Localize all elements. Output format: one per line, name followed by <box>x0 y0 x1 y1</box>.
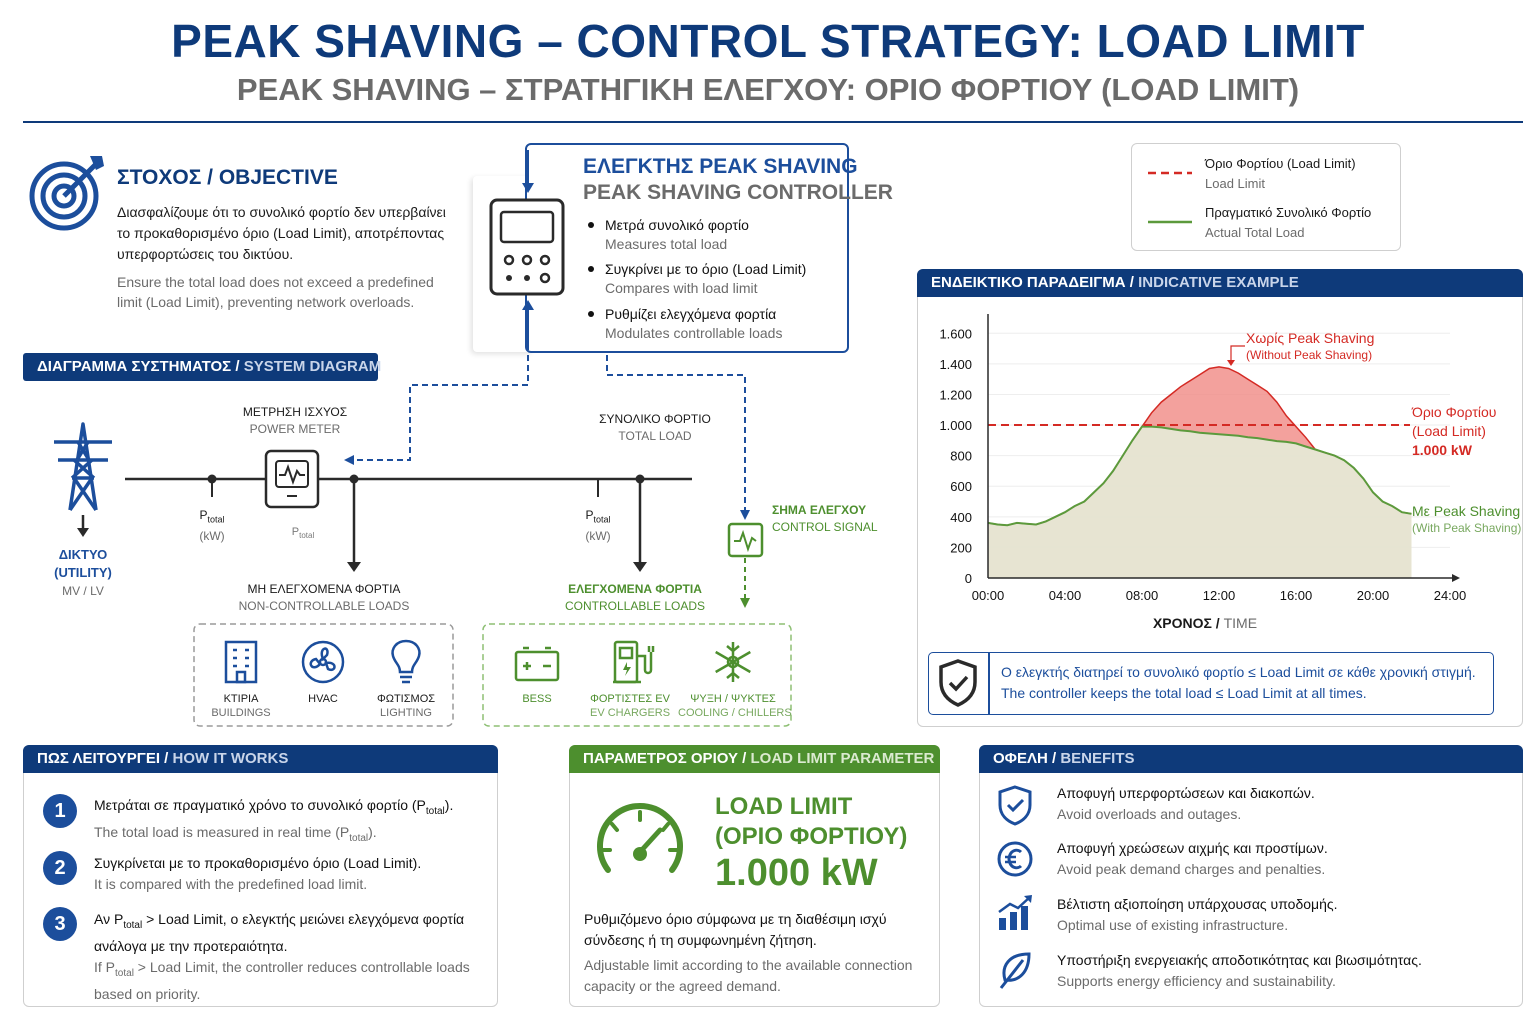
lightbulb-icon <box>388 638 424 686</box>
benefit-item <box>1057 783 1517 825</box>
utility-voltage-label: MV / LV <box>62 584 104 598</box>
example-header: ΕΝΔΕΙΚΤΙΚΟ ΠΑΡΑΔΕΙΓΜΑ / INDICATIVE EXAMPLE <box>917 269 1523 297</box>
step-text-el: Συγκρίνεται με το προκαθορισμένο όριο (Load Limit). <box>94 855 422 871</box>
legend-limit-en: Load Limit <box>1205 176 1265 191</box>
example-note-en: The controller keeps the total load ≤ Load Limit at all times. <box>1001 685 1367 701</box>
load-caption-el: ΦΟΡΤΙΣΤΕΣ EV <box>590 693 670 705</box>
page-title: PEAK SHAVING – CONTROL STRATEGY: LOAD LIMIT <box>171 15 1365 67</box>
controller-title-en: PEAK SHAVING CONTROLLER <box>583 181 893 204</box>
controller-item-en: Compares with load limit <box>605 280 758 296</box>
load-caption-hvac <box>292 692 354 706</box>
parameter-header: ΠΑΡΑΜΕΤΡΟΣ ΟΡΙΟΥ / LOAD LIMIT PARAMETER <box>569 745 940 773</box>
y-tick-label: 600 <box>950 479 972 495</box>
benefit-text-el: Αποφυγή υπερφορτώσεων και διακοπών. <box>1057 785 1315 801</box>
power-meter-label <box>230 404 360 438</box>
parameter-value: 1.000 kW <box>715 852 878 894</box>
load-caption-el: ΨΥΞΗ / ΨΥΚΤΕΣ <box>690 693 776 705</box>
benefit-text-en: Avoid overloads and outages. <box>1057 806 1242 822</box>
annotation-limit-en: (Load Limit) <box>1412 423 1486 439</box>
load-caption-en: BUILDINGS <box>211 707 271 719</box>
shield-check-icon <box>996 784 1034 826</box>
step-text-part: ). <box>444 797 454 813</box>
system-diagram-header: ΔΙΑΓΡΑΜΜΑ ΣΥΣΤΗΜΑΤΟΣ / SYSTEM DIAGRAM <box>23 353 378 381</box>
leaf-icon <box>997 950 1033 990</box>
fan-icon <box>300 639 346 685</box>
controller-title-el: ΕΛΕΓΚΤΗΣ PEAK SHAVING <box>583 155 858 178</box>
x-tick-label: 12:00 <box>1202 588 1236 603</box>
total-load-label-en: TOTAL LOAD <box>618 429 692 443</box>
step-text-en <box>94 822 489 849</box>
benefit-text-el: Υποστήριξη ενεργειακής αποδοτικότητας και βιωσιμότητας. <box>1057 952 1422 968</box>
load-caption-ev <box>590 692 670 720</box>
x-tick-label: 24:00 <box>1433 588 1467 603</box>
controller-item-el: Συγκρίνει με το όριο (Load Limit) <box>605 261 807 277</box>
step-text-part: ). <box>368 823 377 840</box>
p-total-unit: (kW) <box>199 529 225 544</box>
x-axis-label-el: ΧΡΟΝΟΣ <box>1152 615 1212 631</box>
benefit-item <box>1057 950 1517 992</box>
system-diagram-header-en: SYSTEM DIAGRAM <box>243 358 382 375</box>
step-text-subscript: total <box>123 919 143 931</box>
shield-check-icon <box>937 658 979 708</box>
ev-charger-icon <box>611 638 655 686</box>
power-meter-label-en: POWER METER <box>249 422 341 436</box>
step-text-part: If P <box>94 958 116 975</box>
objective-text-en: Ensure the total load does not exceed a predefined limit (Load Limit), preventing network overloads. <box>117 274 434 310</box>
step-text-part: Μετράται σε πραγματικό χρόνο το συνολικό φορτίο (P <box>94 797 426 813</box>
battery-icon <box>513 645 561 683</box>
step-number: 2 <box>43 851 77 885</box>
benefits-header-el: ΟΦΕΛΗ <box>993 750 1048 767</box>
load-caption-en: LIGHTING <box>380 707 432 719</box>
p-total-unit: (kW) <box>585 529 611 544</box>
step-text-el <box>94 795 489 822</box>
x-axis-label-en: TIME <box>1223 615 1258 631</box>
load-caption-en: EV CHARGERS <box>590 707 671 719</box>
y-tick-label: 1.600 <box>939 326 972 342</box>
y-tick-label: 1.000 <box>939 418 972 434</box>
annotation-pointer <box>1227 344 1247 368</box>
controllable-loads-label <box>530 581 740 615</box>
legend-actual-el: Πραγματικό Συνολικό Φορτίο <box>1205 205 1372 220</box>
parameter-header-en: LOAD LIMIT PARAMETER <box>750 750 935 767</box>
load-caption-en: COOLING / CHILLERS <box>678 707 792 719</box>
x-axis-label: ΧΡΟΝΟΣ / TIME <box>1152 615 1258 631</box>
p-total-symbol: P <box>199 508 208 522</box>
how-it-works-header-en: HOW IT WORKS <box>172 750 289 767</box>
y-tick-label: 800 <box>950 448 972 464</box>
benefit-text-en: Avoid peak demand charges and penalties. <box>1057 861 1326 877</box>
example-header-en: INDICATIVE EXAMPLE <box>1138 274 1299 291</box>
load-caption-buildings <box>200 692 282 720</box>
parameter-header-el: ΠΑΡΑΜΕΤΡΟΣ ΟΡΙΟΥ <box>583 750 738 767</box>
example-note-el: Ο ελεγκτής διατηρεί το συνολικό φορτίο ≤ Load Limit σε κάθε χρονική στιγμή. <box>1001 664 1476 680</box>
control-signal-label-en: CONTROL SIGNAL <box>772 520 878 534</box>
parameter-desc-el: Ρυθμιζόμενο όριο σύμφωνα με τη διαθέσιμη ισχύ σύνδεσης ή τη συμφωνημένη ζήτηση. <box>584 911 887 948</box>
noncontrollable-label-el: ΜΗ ΕΛΕΓΧΟΜΕΝΑ ΦΟΡΤΙΑ <box>247 582 401 596</box>
x-tick-labels <box>972 588 1467 603</box>
load-caption-bess <box>507 692 567 706</box>
benefit-text-el: Βέλτιστη αξιοποίηση υπάρχουσας υποδομής. <box>1057 896 1338 912</box>
gauge-icon <box>594 800 686 880</box>
x-tick-label: 00:00 <box>971 588 1005 603</box>
step-3 <box>94 909 489 1005</box>
noncontrollable-loads-label <box>214 581 434 615</box>
objective-title: ΣΤΟΧΟΣ / OBJECTIVE <box>117 166 338 189</box>
step-text-subscript: total <box>425 805 445 817</box>
x-tick-label: 08:00 <box>1125 588 1159 603</box>
y-tick-label: 1.200 <box>939 387 972 403</box>
example-note <box>1001 662 1476 704</box>
utility-label <box>40 546 126 600</box>
p-meter-label <box>283 524 323 544</box>
step-text-part: The total load is measured in real time (P <box>94 823 350 840</box>
legend-limit-el: Όριο Φορτίου (Load Limit) <box>1205 156 1356 171</box>
series-area-with-peak-shaving <box>988 427 1412 578</box>
p-total-label-right <box>576 507 620 545</box>
annotation-limit <box>1412 403 1496 460</box>
power-meter-label-el: ΜΕΤΡΗΣΗ ΙΣΧΥΟΣ <box>242 405 348 419</box>
snowflake-icon <box>711 640 755 684</box>
step-text-subscript: total <box>349 832 369 844</box>
benefits-header-en: BENEFITS <box>1060 750 1135 767</box>
parameter-title-line1: LOAD LIMIT <box>715 793 853 820</box>
load-caption-el: BESS <box>522 693 552 705</box>
y-tick-label: 0 <box>964 571 972 586</box>
annotation-with-el: Με Peak Shaving <box>1412 503 1521 519</box>
euro-icon <box>996 840 1034 878</box>
benefit-item <box>1057 894 1517 936</box>
x-tick-label: 04:00 <box>1048 588 1082 603</box>
note-divider <box>988 652 990 715</box>
control-signal-label-el: ΣΗΜΑ ΕΛΕΓΧΟΥ <box>772 503 867 517</box>
controllable-label-en: CONTROLLABLE LOADS <box>564 599 706 613</box>
parameter-desc-en: Adjustable limit according to the available connection capacity or the agreed demand. <box>584 957 913 994</box>
step-text-part: Αν P <box>94 911 124 927</box>
annotation-without <box>1246 330 1374 364</box>
legend-actual-en: Actual Total Load <box>1205 225 1305 240</box>
utility-label-en: (UTILITY) <box>54 565 112 580</box>
step-text-part: > Load Limit, ο ελεγκτής μειώνει ελεγχόμενα φορτία ανάλογα με την προτεραιότητα. <box>94 911 465 954</box>
y-tick-label: 1.400 <box>939 356 972 372</box>
controllable-label-el: ΕΛΕΓΧΟΜΕΝΑ ΦΟΡΤΙΑ <box>568 582 702 596</box>
y-tick-label: 200 <box>950 540 972 556</box>
growth-chart-icon <box>996 894 1034 932</box>
controller-item-el: Ρυθμίζει ελεγχόμενα φορτία <box>605 306 777 322</box>
step-text-part: > Load Limit, the controller reduces controllable loads based on priority. <box>94 958 470 1002</box>
p-total-label <box>190 507 234 545</box>
p-meter-symbol: P <box>291 526 300 538</box>
load-caption-el: ΚΤΙΡΙΑ <box>223 693 259 705</box>
controller-item-en: Measures total load <box>605 236 728 252</box>
benefit-text-en: Supports energy efficiency and sustainability. <box>1057 973 1336 989</box>
annotation-without-en: (Without Peak Shaving) <box>1246 348 1373 362</box>
y-tick-label: 400 <box>950 509 972 525</box>
step-text-subscript: total <box>115 967 134 979</box>
load-caption-el: ΦΩΤΙΣΜΟΣ <box>376 693 436 705</box>
p-total-subscript: total <box>593 514 611 525</box>
how-it-works-header-el: ΠΩΣ ΛΕΙΤΟΥΡΓΕΙ <box>37 750 160 767</box>
benefit-text-el: Αποφυγή χρεώσεων αιχμής και προστίμων. <box>1057 840 1328 856</box>
annotation-with <box>1412 503 1521 537</box>
parameter-title <box>715 792 907 852</box>
noncontrollable-label-en: NON-CONTROLLABLE LOADS <box>238 599 410 613</box>
p-total-subscript: total <box>207 514 225 525</box>
annotation-limit-value: 1.000 kW <box>1412 442 1472 458</box>
utility-label-el: ΔΙΚΤΥΟ <box>58 547 108 562</box>
step-text-el <box>94 909 489 957</box>
step-1 <box>94 795 489 849</box>
y-tick-labels <box>939 326 972 586</box>
p-meter-subscript: total <box>299 531 315 541</box>
controller-item-en: Modulates controllable loads <box>605 325 783 341</box>
building-icon <box>222 638 260 684</box>
step-text-en <box>94 957 489 1005</box>
total-load-label <box>580 411 730 445</box>
controller-item-el: Μετρά συνολικό φορτίο <box>605 217 749 233</box>
step-number: 1 <box>43 794 77 828</box>
load-chart <box>920 300 1520 645</box>
load-caption-lighting <box>366 692 446 720</box>
x-axis-arrow <box>1452 574 1460 582</box>
transmission-tower-icon <box>50 420 116 512</box>
how-it-works-header: ΠΩΣ ΛΕΙΤΟΥΡΓΕΙ / HOW IT WORKS <box>23 745 498 773</box>
system-diagram-header-el: ΔΙΑΓΡΑΜΜΑ ΣΥΣΤΗΜΑΤΟΣ <box>37 358 232 375</box>
step-number: 3 <box>43 907 77 941</box>
benefits-header: ΟΦΕΛΗ / BENEFITS <box>979 745 1523 773</box>
benefit-item <box>1057 838 1517 880</box>
parameter-title-line2: (ΟΡΙΟ ΦΟΡΤΙΟΥ) <box>715 823 908 850</box>
step-text-en: It is compared with the predefined load limit. <box>94 876 368 892</box>
step-2 <box>94 853 489 895</box>
example-header-el: ΕΝΔΕΙΚΤΙΚΟ ΠΑΡΑΔΕΙΓΜΑ <box>931 274 1126 291</box>
annotation-without-el: Χωρίς Peak Shaving <box>1246 330 1375 346</box>
x-tick-label: 16:00 <box>1279 588 1313 603</box>
p-total-symbol: P <box>585 508 594 522</box>
annotation-limit-el: Όριο Φορτίου <box>1412 404 1497 420</box>
control-signal-label <box>772 502 878 536</box>
x-tick-label: 20:00 <box>1356 588 1390 603</box>
benefit-text-en: Optimal use of existing infrastructure. <box>1057 917 1289 933</box>
load-caption-el: HVAC <box>308 693 338 705</box>
total-load-label-el: ΣΥΝΟΛΙΚΟ ΦΟΡΤΙΟ <box>599 412 711 426</box>
page-subtitle: PEAK SHAVING – ΣΤΡΑΤΗΓΙΚΗ ΕΛΕΓΧΟΥ: ΟΡΙΟ ΦΟΡΤΙΟΥ (LOAD LIMIT) <box>236 72 1300 107</box>
annotation-with-en: (With Peak Shaving) <box>1412 521 1522 535</box>
objective-text-el: Διασφαλίζουμε ότι το συνολικό φορτίο δεν υπερβαίνει το προκαθορισμένο όριο (Load Limit), αποτρέποντας υπερφορτώσεις του δικτύου. <box>117 204 446 262</box>
load-caption-cooling <box>678 692 792 720</box>
